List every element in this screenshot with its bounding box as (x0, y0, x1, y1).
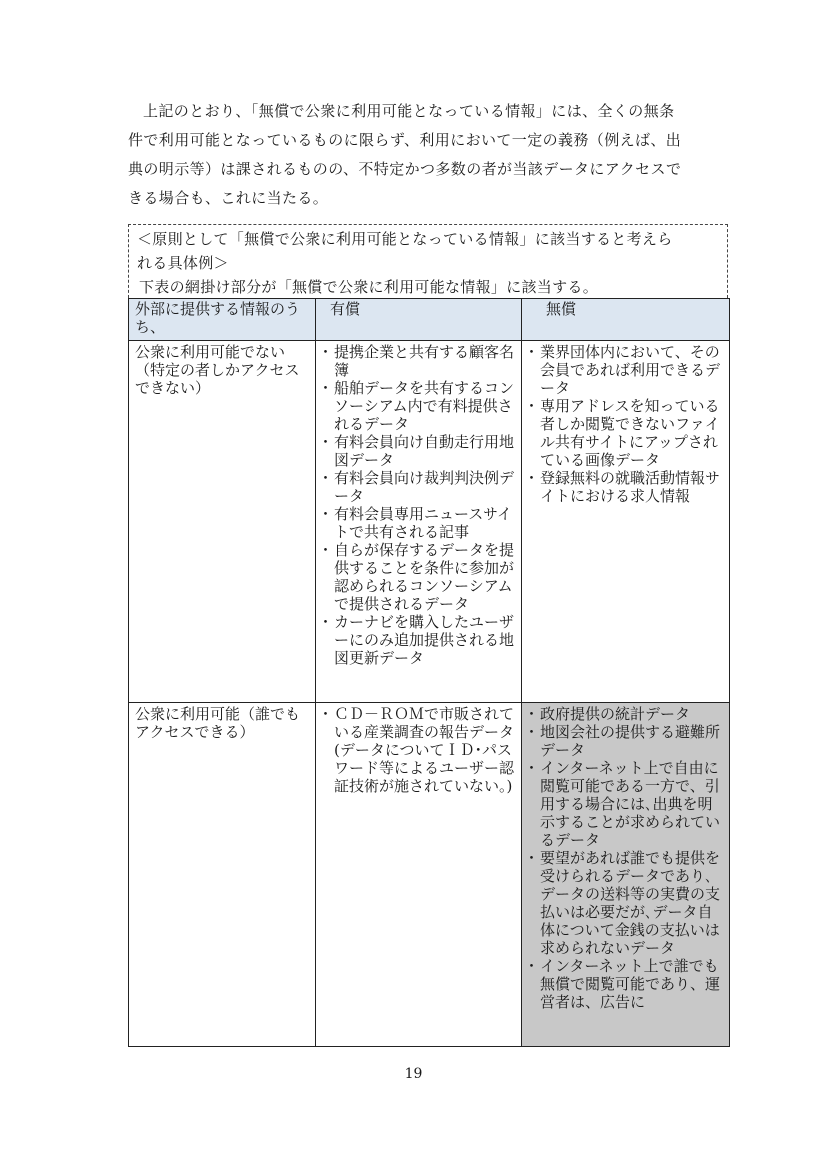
list-item: ・ 専用アドレスを知っている者しか閲覧できないファイル共有サイトにアップされている画像データ (528, 397, 723, 469)
cell-public-paid (316, 703, 522, 1047)
header-free-label: 無償 (546, 300, 577, 318)
header-category: 外部に提供する情報のうち、 (129, 299, 316, 341)
list-item: ・ 地図会社の提供する避難所データ (528, 723, 723, 759)
row-label-not-public: 公衆に利用可能でない（特定の者しかアクセスできない） (129, 341, 316, 703)
header-free (522, 299, 730, 341)
list-item: ・ 業界団体内において、その会員であれば利用できるデータ (528, 343, 723, 397)
table-header-row (129, 299, 730, 341)
list-public-paid (322, 705, 515, 795)
list-not-public-paid (322, 343, 515, 667)
intro-line-2: 件で利用可能となっているものに限らず、利用において一定の義務（例えば、出 (128, 131, 682, 149)
list-item: ・ 有料会員専用ニュースサイトで共有される記事 (322, 505, 515, 541)
list-item: ・ ＣＤ－ＲＯＭで市販されている産業調査の報告データ(データについてＩＤ･パスワード等によるユーザー認証技術が施されていない。) (322, 705, 515, 795)
box-heading-line-1: ＜原則として「無償で公衆に利用可能となっている情報」に該当すると考えら (137, 230, 673, 248)
intro-line-3: 典の明示等）は課されるものの、不特定かつ多数の者が当該データにアクセスで (128, 160, 682, 178)
header-paid-label: 有償 (330, 300, 361, 318)
list-item: ・ 有料会員向け裁判判決例データ (322, 469, 515, 505)
list-item: ・ 提携企業と共有する顧客名簿 (322, 343, 515, 379)
table-row (129, 703, 730, 1047)
intro-line-4: きる場合も、これに当たる。 (128, 189, 329, 207)
box-note: 下表の網掛け部分が「無償で公衆に利用可能な情報」に該当する。 (139, 278, 599, 296)
intro-paragraph (128, 97, 732, 213)
cell-not-public-free (522, 341, 730, 703)
list-item: ・ インターネット上で自由に閲覧可能である一方で、引用する場合には､出典を明示することが求められているデータ (528, 759, 723, 849)
list-item: ・ 有料会員向け自動走行用地図データ (322, 433, 515, 469)
cell-not-public-paid (316, 341, 522, 703)
header-paid (316, 299, 522, 341)
list-public-free (528, 705, 723, 1011)
list-item: ・ 要望があれば誰でも提供を受けられるデータであり､データの送料等の実費の支払いは必要だが､データ自体について金銭の支払いは求められないデータ (528, 849, 723, 957)
row-label-public: 公衆に利用可能（誰でもアクセスできる） (129, 703, 316, 1047)
example-box-heading (128, 224, 728, 298)
page-number: 19 (404, 1066, 423, 1082)
table-row (129, 341, 730, 703)
list-item: ・ インターネット上で誰でも無償で閲覧可能であり、運営者は、広告に (528, 957, 723, 1011)
box-heading-line-2: れる具体例＞ (137, 254, 229, 272)
examples-table (128, 298, 730, 1047)
list-item: ・ 登録無料の就職活動情報サイトにおける求人情報 (528, 469, 723, 505)
list-not-public-free (528, 343, 723, 505)
list-item: ・ カーナビを購入したユーザーにのみ追加提供される地図更新データ (322, 613, 515, 667)
intro-line-1: 上記のとおり、「無償で公衆に利用可能となっている情報」には、全くの無条 (143, 102, 675, 120)
cell-public-free-shaded (522, 703, 730, 1047)
list-item: ・ 船舶データを共有するコンソーシアム内で有料提供されるデータ (322, 379, 515, 433)
list-item: ・ 自らが保存するデータを提供することを条件に参加が認められるコンソーシアムで提供されるデータ (322, 541, 515, 613)
list-item: ・ 政府提供の統計データ (528, 705, 723, 723)
